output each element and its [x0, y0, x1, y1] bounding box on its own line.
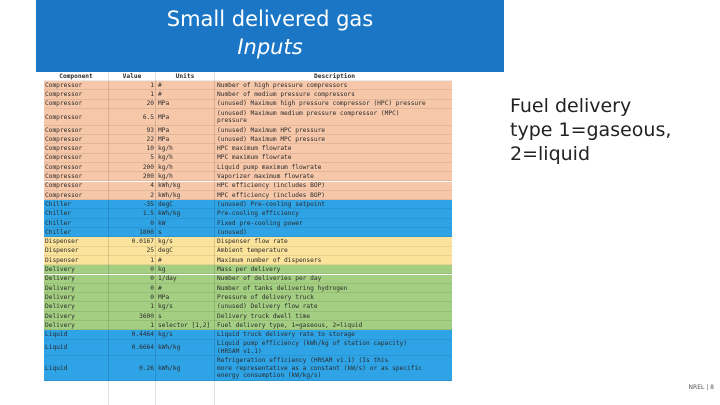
table-row	[44, 228, 452, 237]
cell-description: Number of medium pressure compressors	[217, 91, 355, 99]
table-row	[44, 154, 452, 163]
cell-component: Liquid	[45, 344, 68, 352]
cell-description: (unused) Maximum MPC pressure	[217, 135, 326, 143]
cell-component: Compressor	[45, 100, 83, 108]
side-note	[510, 94, 710, 166]
cell-description: Fixed pre-cooling power	[217, 219, 303, 227]
table-row	[44, 219, 452, 228]
inputs-spreadsheet	[44, 72, 452, 405]
cell-value: 0	[150, 219, 154, 227]
cell-description: MPC efficiency (includes BOP)	[217, 191, 326, 199]
cell-component: Delivery	[45, 293, 75, 301]
cell-value: 93	[146, 126, 154, 134]
cell-units: MPa	[158, 135, 170, 143]
slide-subtitle: Inputs	[237, 35, 303, 59]
cell-units: kW	[158, 219, 166, 227]
slide-footer: NREL | 8	[688, 384, 714, 391]
cell-units: degC	[158, 200, 173, 208]
cell-description: (unused) Delivery flow rate	[217, 303, 318, 311]
cell-units: selector [1,2]	[158, 321, 211, 329]
table-row	[44, 100, 452, 109]
table-row	[44, 200, 452, 209]
cell-value: 0.26	[139, 364, 154, 372]
cell-description: Pre-cooling efficiency	[217, 210, 299, 218]
cell-units: kg/s	[158, 303, 173, 311]
cell-description: Liquid pump maximum flowrate	[217, 163, 322, 171]
table-row	[44, 182, 452, 191]
table-row	[44, 81, 452, 90]
cell-description: Number of deliveries per day	[217, 275, 322, 283]
table-row	[44, 90, 452, 99]
table-row	[44, 256, 452, 265]
column-header: Value	[122, 73, 142, 80]
cell-units: kWh/kg	[158, 364, 181, 372]
column-header: Units	[175, 73, 195, 80]
table-row	[44, 321, 452, 330]
cell-component: Delivery	[45, 266, 75, 274]
cell-value: 1	[150, 81, 154, 89]
cell-value: 5	[150, 154, 154, 162]
cell-component: Compressor	[45, 81, 83, 89]
cell-value: 20	[146, 100, 154, 108]
column-divider	[214, 72, 215, 405]
cell-units: #	[158, 284, 162, 292]
cell-component: Dispenser	[45, 247, 79, 255]
table-row	[44, 191, 452, 200]
cell-units: MPa	[158, 100, 170, 108]
side-note-line-2: type 1=gaseous,	[510, 119, 672, 141]
cell-component: Compressor	[45, 182, 83, 190]
cell-component: Compressor	[45, 173, 83, 181]
cell-units: kWh/kg	[158, 191, 181, 199]
cell-description: Maximum number of dispensers	[217, 256, 322, 264]
cell-units: MPa	[158, 293, 170, 301]
cell-units: #	[158, 81, 162, 89]
cell-description: (unused) Maximum HPC pressure	[217, 126, 326, 134]
cell-units: kg/s	[158, 331, 173, 339]
side-note-line-3: 2=liquid	[510, 143, 591, 165]
cell-component: Dispenser	[45, 256, 79, 264]
cell-units: 1/day	[158, 275, 177, 283]
cell-description: Fuel delivery type, 1=gaseous, 2=liquid	[217, 321, 363, 329]
cell-value: 22	[146, 135, 154, 143]
cell-units: s	[158, 312, 162, 320]
cell-units: kg/s	[158, 238, 173, 246]
table-row	[44, 144, 452, 153]
cell-component: Compressor	[45, 113, 83, 121]
cell-description: (unused) Pre-cooling setpoint	[217, 200, 326, 208]
table-row	[44, 275, 452, 284]
table-row	[44, 172, 452, 181]
cell-units: kg/h	[158, 154, 173, 162]
cell-component: Compressor	[45, 91, 83, 99]
table-row	[44, 312, 452, 321]
cell-description: Liquid truck delivery rate to storage	[217, 331, 355, 339]
cell-component: Liquid	[45, 331, 68, 339]
cell-component: Delivery	[45, 303, 75, 311]
cell-component: Compressor	[45, 126, 83, 134]
cell-value: 1	[150, 303, 154, 311]
cell-value: 1	[150, 321, 154, 329]
cell-value: 2	[150, 191, 154, 199]
cell-description: Dispenser flow rate	[217, 238, 288, 246]
cell-units: kWh/kg	[158, 182, 181, 190]
cell-units: MPa	[158, 126, 170, 134]
table-row	[44, 302, 452, 311]
cell-value: 1.5	[142, 210, 154, 218]
cell-units: kg/h	[158, 145, 173, 153]
cell-description: (unused)	[217, 228, 247, 236]
cell-value: 1	[150, 256, 154, 264]
table-row	[44, 126, 452, 135]
cell-value: 0	[150, 275, 154, 283]
cell-value: 200	[142, 173, 154, 181]
cell-description: (unused) Maximum medium pressure compressor (MPC) pressure	[217, 109, 400, 125]
cell-description: HPC maximum flowrate	[217, 145, 292, 153]
table-row	[44, 340, 452, 357]
table-row	[44, 356, 452, 380]
cell-component: Compressor	[45, 145, 83, 153]
cell-value: 0.4464	[131, 331, 154, 339]
cell-value: 0	[150, 266, 154, 274]
cell-value: 0	[150, 284, 154, 292]
cell-value: -35	[142, 200, 154, 208]
cell-units: s	[158, 228, 162, 236]
cell-value: 1	[150, 91, 154, 99]
cell-units: kWh/kg	[158, 210, 181, 218]
table-row	[44, 265, 452, 274]
cell-component: Chiller	[45, 200, 72, 208]
cell-description: Number of tanks delivering hydrogen	[217, 284, 348, 292]
column-divider	[155, 72, 156, 405]
cell-description: Vaporizer maximum flowrate	[217, 173, 314, 181]
cell-component: Compressor	[45, 163, 83, 171]
cell-units: #	[158, 256, 162, 264]
cell-description: HPC efficiency (includes BOP)	[217, 182, 326, 190]
cell-description: Pressure of delivery truck	[217, 293, 314, 301]
cell-description: Delivery truck dwell time	[217, 312, 311, 320]
cell-units: kg/h	[158, 173, 173, 181]
cell-description: MPC maximum flowrate	[217, 154, 292, 162]
cell-description: Ambient temperature	[217, 247, 288, 255]
slide-title-bar	[36, 0, 504, 72]
column-header: Description	[314, 73, 355, 80]
cell-value: 200	[142, 163, 154, 171]
cell-units: MPa	[158, 113, 170, 121]
cell-units: degC	[158, 247, 173, 255]
cell-description: Liquid pump efficiency (kWh/kg of station capacity) (HRSAM v1.1)	[217, 340, 407, 355]
table-row	[44, 284, 452, 293]
cell-units: kWh/kg	[158, 344, 181, 352]
table-row	[44, 209, 452, 218]
cell-component: Chiller	[45, 228, 72, 236]
table-header-row	[44, 72, 452, 81]
cell-units: #	[158, 91, 162, 99]
cell-component: Dispenser	[45, 238, 79, 246]
cell-component: Compressor	[45, 154, 83, 162]
cell-description: (unused) Maximum high pressure compressor (HPC) pressure	[217, 100, 426, 108]
table-row	[44, 330, 452, 339]
table-row	[44, 247, 452, 256]
column-divider	[108, 72, 109, 405]
cell-value: 0.6664	[131, 344, 154, 352]
cell-units: kg	[158, 266, 166, 274]
cell-value: 6.5	[142, 113, 154, 121]
cell-component: Delivery	[45, 284, 75, 292]
column-header: Component	[59, 73, 93, 80]
cell-value: 1800	[139, 228, 154, 236]
cell-description: Number of high pressure compressors	[217, 81, 348, 89]
cell-units: kg/h	[158, 163, 173, 171]
cell-component: Compressor	[45, 191, 83, 199]
cell-description: Mass per delivery	[217, 266, 281, 274]
cell-component: Delivery	[45, 275, 75, 283]
table-row	[44, 109, 452, 126]
cell-value: 0	[150, 293, 154, 301]
table-row	[44, 135, 452, 144]
slide-title: Small delivered gas	[166, 7, 374, 31]
cell-value: 4	[150, 182, 154, 190]
table-row	[44, 237, 452, 246]
table-row	[44, 163, 452, 172]
cell-component: Delivery	[45, 312, 75, 320]
cell-value: 25	[146, 247, 154, 255]
cell-value: 3600	[139, 312, 154, 320]
cell-component: Chiller	[45, 210, 72, 218]
cell-value: 10	[146, 145, 154, 153]
cell-component: Chiller	[45, 219, 72, 227]
cell-component: Compressor	[45, 135, 83, 143]
table-row	[44, 293, 452, 302]
cell-value: 0.0167	[131, 238, 154, 246]
cell-description: Refrigeration efficiency (HRSAM v1.1) (Is this more representative as a constant (kW/s) or as specific energy consumption (kW/kg/s)	[217, 357, 422, 380]
cell-component: Liquid	[45, 364, 68, 372]
cell-component: Delivery	[45, 321, 75, 329]
side-note-line-1: Fuel delivery	[510, 95, 632, 117]
